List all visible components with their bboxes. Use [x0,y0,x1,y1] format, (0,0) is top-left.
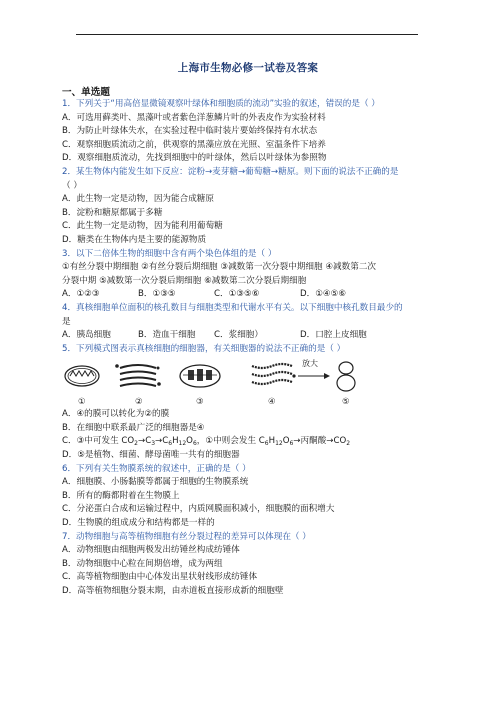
question-5-option-b: B．在细胞中联系最广泛的细胞器是④ [62,422,205,433]
question-6-stem: 6．下列有关生物膜系统的叙述中，正确的是（ ） [62,463,251,474]
formula-sub: 3 [151,440,156,448]
formula-text: →丙酮酸→CO [293,436,347,447]
question-1-option-d: D．观察细胞质流动，先找到细胞中的叶绿体，然后以叶绿体为参照物 [62,153,327,164]
formula-sub: 12 [178,440,187,448]
mitochondrion-drawing [65,366,99,386]
question-5-option-c [62,435,434,449]
label-3: ③ [196,396,204,407]
question-3-items-1: ①有丝分裂中期细胞 ②有丝分裂后期细胞 ③减数第一次分裂中期细胞 ④减数第二次 [62,262,377,273]
question-6-option-a: A．细胞膜、小肠黏膜等都属于细胞的生物膜系统 [62,477,249,488]
section-heading: 一、单选题 [62,87,110,98]
question-3-stem: 3．以下二倍体生物的细胞中含有两个染色体组的是（ ） [62,248,277,259]
formula-sub: 2 [134,440,138,448]
arrow-label: 放大 [302,359,318,369]
formula-sub: 6 [264,440,269,448]
page-title: 上海市生物必修一试卷及答案 [177,62,319,74]
question-3-items-2: 分裂中期 ⑤减数第一次分裂后期细胞 ⑥减数第二次分裂后期细胞 [62,275,307,286]
formula-text: ，①中则会发生 C [196,436,265,447]
question-7-option-b: B．动物细胞中心粒在间期倍增，成为两组 [62,558,223,569]
question-4-option-a: A．胰岛细胞 [62,330,111,341]
chloroplast-drawing [180,365,220,387]
formula-text: →C [155,436,169,447]
question-3-option-c: C．①③⑤⑥ [214,289,260,300]
formula-sub: 2 [346,440,351,448]
question-6-option-c: C．分泌蛋白合成和运输过程中，内质网膜面积减小，细胞膜的面积增大 [62,504,335,515]
formula-sub: 6 [289,440,294,448]
label-5: ⑤ [342,396,350,407]
question-4-options [62,329,434,343]
question-6-option-d: D．生物膜的组成成分和结构都是一样的 [62,518,215,529]
question-2-option-c: C．此生物一定是动物，因为能利用葡萄糖 [62,221,223,232]
question-2-stem: 2．某生物体内能发生如下反应：淀粉→麦芽糖→葡萄糖→糖原。则下面的说法不正确的是 [62,166,399,177]
question-2-option-d: D．糖类在生物体内是主要的能源物质 [62,234,207,245]
question-3-option-d: D．①④⑤⑥ [300,289,347,300]
question-7-option-c: C．高等植物细胞由中心体发出星状射线形成纺锤体 [62,572,258,583]
question-1-stem: 1．下列关于“用高倍显微镜观察叶绿体和细胞质的流动”实验的叙述，错误的是（ ） [62,99,380,109]
question-4-stem: 4．真核细胞单位面积的核孔数目与细胞类型和代谢水平有关。以下细胞中核孔数目最少的 [62,302,403,313]
question-3-options [62,288,434,302]
question-6-option-b: B．所有的酶都附着在生物膜上 [62,490,180,501]
label-4: ④ [268,396,276,407]
question-2-stem-cont: （ ） [62,180,82,191]
header-rule [76,34,418,35]
question-list [62,98,434,599]
question-7-option-a: A．动物细胞由细胞两极发出纺锤丝构成纺锤体 [62,545,240,556]
question-7-option-d: D．高等植物细胞分裂末期，由赤道板直接形成新的细胞壁 [62,586,284,596]
question-1-option-c: C．观察细胞质流动之前，供观察的黑藻应放在光照、室温条件下培养 [62,139,326,150]
question-5-stem: 5．下列模式图表示真核细胞的细胞器，有关细胞器的说法不正确的是（ ） [62,343,346,354]
formula-text: →C [138,436,152,447]
formula-text: H [268,436,276,447]
formula-text: C．③中可发生 CO [62,436,135,447]
label-1: ① [78,396,86,407]
organelle-figure [62,356,434,396]
label-2: ② [135,396,143,407]
organelle-labels [62,396,434,408]
question-2-option-b: B．淀粉和糖原都属于多糖 [62,207,163,218]
question-4-option-b: B．造血干细胞 [138,330,196,341]
endoplasmic-reticulum-drawing [252,364,292,384]
question-7-stem: 7．动物细胞与高等植物细胞有丝分裂过程的差异可以体现在（ ） [62,531,311,542]
ribosome-drawing [337,362,355,391]
formula-sub: 12 [275,440,283,448]
question-5-option-d: D．⑤是植物、细菌、酵母菌唯一共有的细胞器 [62,450,240,461]
formula-sub: 6 [192,440,197,448]
question-4-stem-cont: 是 [62,316,71,327]
question-3-option-a: A．①②③ [62,289,100,300]
question-3-option-b: B．①③⑤ [138,289,176,300]
question-1-option-b: B．为防止叶绿体失水，在实验过程中临时装片要始终保持有水状态 [62,126,318,137]
formula-sub: 6 [168,440,173,448]
question-1-option-a: A．可选用藓类叶、黑藻叶或者紫色洋葱鳞片叶的外表皮作为实验材料 [62,112,326,123]
question-2-option-a: A．此生物一定是动物，因为能合成糖原 [62,194,214,205]
question-4-option-d: D．口腔上皮细胞 [300,330,367,341]
formula-text: O [282,436,290,447]
question-5-option-a: A．④的膜可以转化为②的膜 [62,409,170,420]
magnify-arrow [292,373,330,379]
formula-text: O [186,436,193,447]
question-4-option-c: C．浆细胞） [214,330,263,341]
golgi-drawing [115,364,161,386]
formula-text: H [172,436,179,447]
